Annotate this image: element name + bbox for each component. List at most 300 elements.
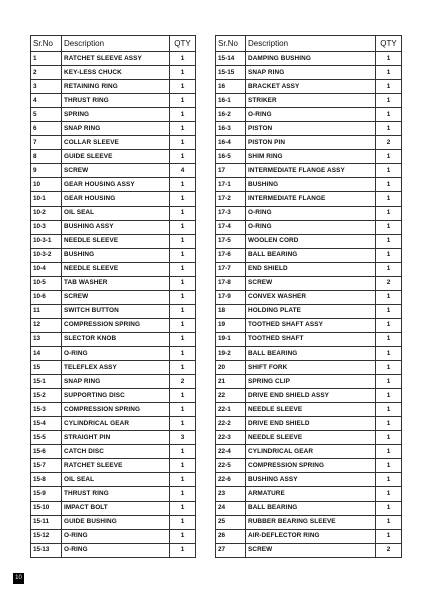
- part-description: COMPRESSION SPRING: [62, 318, 170, 332]
- table-row: [31, 94, 196, 108]
- part-quantity: 1: [376, 375, 402, 389]
- part-number: 22-4: [216, 445, 246, 459]
- part-description: PISTON PIN: [246, 136, 376, 150]
- table-row: [31, 417, 196, 431]
- header-description: Description: [246, 36, 376, 52]
- part-description: SNAP RING: [62, 122, 170, 136]
- part-quantity: 1: [170, 136, 196, 150]
- part-quantity: 1: [376, 178, 402, 192]
- part-description: COMPRESSION SPRING: [62, 403, 170, 417]
- part-description: SLECTOR KNOB: [62, 332, 170, 346]
- part-number: 17-1: [216, 178, 246, 192]
- part-quantity: 1: [376, 529, 402, 543]
- part-quantity: 1: [170, 178, 196, 192]
- table-row: [216, 318, 402, 332]
- parts-list-right: [216, 52, 402, 558]
- part-number: 15-9: [31, 487, 62, 501]
- part-quantity: 1: [376, 445, 402, 459]
- table-row: [216, 108, 402, 122]
- table-row: [216, 290, 402, 304]
- table-row: [216, 66, 402, 80]
- table-row: [216, 515, 402, 529]
- part-number: 11: [31, 304, 62, 318]
- part-number: 15-1: [31, 375, 62, 389]
- part-description: O-RING: [62, 346, 170, 360]
- part-number: 25: [216, 515, 246, 529]
- part-quantity: 1: [376, 150, 402, 164]
- part-quantity: 1: [170, 361, 196, 375]
- table-row: [31, 80, 196, 94]
- part-number: 6: [31, 122, 62, 136]
- part-description: SCREW: [246, 543, 376, 557]
- part-quantity: 1: [170, 515, 196, 529]
- part-number: 13: [31, 332, 62, 346]
- table-row: [31, 375, 196, 389]
- part-number: 15-11: [31, 515, 62, 529]
- header-description: Description: [62, 36, 170, 52]
- part-quantity: 1: [170, 276, 196, 290]
- table-row: [31, 262, 196, 276]
- part-number: 17-9: [216, 290, 246, 304]
- table-row: [216, 80, 402, 94]
- part-description: SPRING: [62, 108, 170, 122]
- part-number: 22-1: [216, 403, 246, 417]
- part-quantity: 1: [170, 220, 196, 234]
- part-number: 10-4: [31, 262, 62, 276]
- part-number: 15-15: [216, 66, 246, 80]
- part-number: 10-3-1: [31, 234, 62, 248]
- part-description: INTERMEDIATE FLANGE: [246, 192, 376, 206]
- page-number: 10: [13, 573, 24, 584]
- part-description: HOLDING PLATE: [246, 304, 376, 318]
- table-row: [216, 164, 402, 178]
- table-row: [216, 389, 402, 403]
- part-description: COLLAR SLEEVE: [62, 136, 170, 150]
- part-description: O-RING: [62, 529, 170, 543]
- part-number: 16-2: [216, 108, 246, 122]
- part-description: SPRING CLIP: [246, 375, 376, 389]
- part-description: DRIVE END SHIELD: [246, 417, 376, 431]
- part-number: 14: [31, 346, 62, 360]
- part-quantity: 1: [376, 80, 402, 94]
- part-description: WOOLEN CORD: [246, 234, 376, 248]
- part-number: 10-1: [31, 192, 62, 206]
- table-row: [31, 318, 196, 332]
- table-row: [216, 276, 402, 290]
- part-quantity: 1: [376, 417, 402, 431]
- table-row: [216, 52, 402, 66]
- part-description: DRIVE END SHIELD ASSY: [246, 389, 376, 403]
- part-number: 17-3: [216, 206, 246, 220]
- part-description: CONVEX WASHER: [246, 290, 376, 304]
- part-number: 24: [216, 501, 246, 515]
- part-number: 10: [31, 178, 62, 192]
- part-description: GEAR HOUSING ASSY: [62, 178, 170, 192]
- table-row: [216, 220, 402, 234]
- part-quantity: 1: [376, 332, 402, 346]
- part-description: COMPRESSION SPRING: [246, 459, 376, 473]
- part-description: SWITCH BUTTON: [62, 304, 170, 318]
- part-description: BRACKET ASSY: [246, 80, 376, 94]
- part-quantity: 1: [170, 66, 196, 80]
- table-row: [216, 178, 402, 192]
- part-description: TOOTHED SHAFT: [246, 332, 376, 346]
- part-number: 17-8: [216, 276, 246, 290]
- table-row: [216, 431, 402, 445]
- part-quantity: 1: [376, 487, 402, 501]
- table-row: [31, 66, 196, 80]
- table-row: [216, 234, 402, 248]
- part-description: RATCHET SLEEVE: [62, 459, 170, 473]
- part-description: THRUST RING: [62, 487, 170, 501]
- part-quantity: 1: [170, 262, 196, 276]
- part-description: O-RING: [246, 108, 376, 122]
- header-srno: Sr.No: [216, 36, 246, 52]
- part-quantity: 1: [376, 459, 402, 473]
- part-quantity: 1: [170, 80, 196, 94]
- part-quantity: 1: [376, 220, 402, 234]
- part-description: BUSHING: [246, 178, 376, 192]
- part-description: NEEDLE SLEEVE: [246, 431, 376, 445]
- part-description: GEAR HOUSING: [62, 192, 170, 206]
- part-number: 22-6: [216, 473, 246, 487]
- part-description: OIL SEAL: [62, 473, 170, 487]
- part-number: 1: [31, 52, 62, 66]
- part-number: 17-6: [216, 248, 246, 262]
- part-number: 17: [216, 164, 246, 178]
- part-number: 19-1: [216, 332, 246, 346]
- part-description: TELEFLEX ASSY: [62, 361, 170, 375]
- part-number: 21: [216, 375, 246, 389]
- part-quantity: 1: [170, 206, 196, 220]
- part-quantity: 1: [170, 417, 196, 431]
- table-row: [216, 403, 402, 417]
- part-number: 12: [31, 318, 62, 332]
- table-row: [31, 150, 196, 164]
- parts-table-left: [30, 35, 196, 558]
- part-description: OIL SEAL: [62, 206, 170, 220]
- part-number: 4: [31, 94, 62, 108]
- part-quantity: 1: [170, 389, 196, 403]
- part-description: O-RING: [246, 206, 376, 220]
- part-number: 15-14: [216, 52, 246, 66]
- part-quantity: 2: [376, 543, 402, 557]
- part-quantity: 1: [376, 389, 402, 403]
- table-row: [31, 543, 196, 557]
- part-description: SCREW: [246, 276, 376, 290]
- part-description: GUIDE SLEEVE: [62, 150, 170, 164]
- part-description: TOOTHED SHAFT ASSY: [246, 318, 376, 332]
- part-description: BALL BEARING: [246, 346, 376, 360]
- part-description: GUIDE BUSHING: [62, 515, 170, 529]
- table-row: [216, 445, 402, 459]
- part-quantity: 1: [376, 248, 402, 262]
- part-number: 15-10: [31, 501, 62, 515]
- part-description: SCREW: [62, 290, 170, 304]
- table-row: [31, 459, 196, 473]
- part-description: SHIM RING: [246, 150, 376, 164]
- part-description: RETAINING RING: [62, 80, 170, 94]
- part-description: STRAIGHT PIN: [62, 431, 170, 445]
- part-quantity: 1: [376, 164, 402, 178]
- part-number: 26: [216, 529, 246, 543]
- part-description: RUBBER BEARING SLEEVE: [246, 515, 376, 529]
- table-row: [31, 403, 196, 417]
- part-quantity: 1: [170, 304, 196, 318]
- table-header-row: [216, 36, 402, 52]
- table-row: [216, 150, 402, 164]
- part-description: ARMATURE: [246, 487, 376, 501]
- table-row: [216, 501, 402, 515]
- part-quantity: 1: [170, 234, 196, 248]
- part-number: 17-4: [216, 220, 246, 234]
- part-description: CYLINDRICAL GEAR: [62, 417, 170, 431]
- table-row: [216, 529, 402, 543]
- part-number: 17-7: [216, 262, 246, 276]
- table-row: [31, 501, 196, 515]
- part-number: 16: [216, 80, 246, 94]
- part-description: BALL BEARING: [246, 248, 376, 262]
- table-row: [31, 234, 196, 248]
- part-quantity: 1: [170, 52, 196, 66]
- part-quantity: 1: [170, 459, 196, 473]
- part-quantity: 1: [376, 262, 402, 276]
- table-row: [216, 417, 402, 431]
- table-row: [216, 346, 402, 360]
- part-number: 8: [31, 150, 62, 164]
- table-row: [216, 459, 402, 473]
- table-row: [216, 304, 402, 318]
- part-number: 15-7: [31, 459, 62, 473]
- part-quantity: 1: [376, 66, 402, 80]
- part-number: 10-6: [31, 290, 62, 304]
- part-description: STRIKER: [246, 94, 376, 108]
- header-qty: QTY: [376, 36, 402, 52]
- part-quantity: 1: [376, 346, 402, 360]
- part-quantity: 1: [170, 543, 196, 557]
- table-row: [216, 248, 402, 262]
- parts-table-right: [215, 35, 402, 558]
- part-number: 5: [31, 108, 62, 122]
- table-header-row: [31, 36, 196, 52]
- part-description: O-RING: [62, 543, 170, 557]
- part-description: BUSHING: [62, 248, 170, 262]
- part-description: SUPPORTING DISC: [62, 389, 170, 403]
- table-row: [31, 473, 196, 487]
- part-number: 15-3: [31, 403, 62, 417]
- part-quantity: 1: [376, 318, 402, 332]
- part-number: 23: [216, 487, 246, 501]
- part-quantity: 1: [376, 108, 402, 122]
- table-row: [31, 431, 196, 445]
- table-row: [31, 192, 196, 206]
- table-row: [31, 220, 196, 234]
- part-quantity: 1: [170, 529, 196, 543]
- part-description: BUSHING ASSY: [62, 220, 170, 234]
- part-number: 10-3-2: [31, 248, 62, 262]
- part-quantity: 1: [376, 361, 402, 375]
- part-description: BALL BEARING: [246, 501, 376, 515]
- part-description: RATCHET SLEEVE ASSY: [62, 52, 170, 66]
- part-quantity: 3: [170, 431, 196, 445]
- part-quantity: 1: [376, 515, 402, 529]
- table-row: [31, 206, 196, 220]
- table-row: [216, 122, 402, 136]
- part-number: 15-13: [31, 543, 62, 557]
- table-row: [31, 178, 196, 192]
- header-qty: QTY: [170, 36, 196, 52]
- part-quantity: 1: [170, 192, 196, 206]
- table-row: [216, 136, 402, 150]
- table-row: [216, 206, 402, 220]
- part-description: SCREW: [62, 164, 170, 178]
- table-row: [216, 375, 402, 389]
- part-quantity: 2: [170, 375, 196, 389]
- part-quantity: 1: [376, 473, 402, 487]
- part-quantity: 1: [376, 290, 402, 304]
- header-srno: Sr.No: [31, 36, 62, 52]
- part-description: IMPACT BOLT: [62, 501, 170, 515]
- part-number: 2: [31, 66, 62, 80]
- part-quantity: 1: [376, 304, 402, 318]
- part-number: 22: [216, 389, 246, 403]
- part-quantity: 1: [376, 234, 402, 248]
- table-row: [31, 276, 196, 290]
- part-quantity: 1: [376, 122, 402, 136]
- part-description: BUSHING ASSY: [246, 473, 376, 487]
- part-description: PISTON: [246, 122, 376, 136]
- table-row: [31, 136, 196, 150]
- part-quantity: 1: [170, 501, 196, 515]
- part-quantity: 1: [376, 94, 402, 108]
- part-description: CATCH DISC: [62, 445, 170, 459]
- table-row: [31, 304, 196, 318]
- part-number: 20: [216, 361, 246, 375]
- part-description: TAB WASHER: [62, 276, 170, 290]
- table-row: [216, 262, 402, 276]
- table-row: [31, 487, 196, 501]
- part-description: SHIFT FORK: [246, 361, 376, 375]
- part-quantity: 1: [170, 94, 196, 108]
- part-number: 15-12: [31, 529, 62, 543]
- part-number: 17-5: [216, 234, 246, 248]
- part-number: 16-5: [216, 150, 246, 164]
- part-number: 15: [31, 361, 62, 375]
- part-quantity: 1: [170, 445, 196, 459]
- part-quantity: 1: [170, 122, 196, 136]
- part-description: NEEDLE SLEEVE: [62, 262, 170, 276]
- part-quantity: 1: [170, 403, 196, 417]
- part-quantity: 1: [170, 487, 196, 501]
- part-number: 10-2: [31, 206, 62, 220]
- table-row: [216, 332, 402, 346]
- part-number: 15-5: [31, 431, 62, 445]
- part-number: 15-2: [31, 389, 62, 403]
- part-number: 9: [31, 164, 62, 178]
- part-number: 27: [216, 543, 246, 557]
- table-row: [31, 290, 196, 304]
- part-quantity: 1: [376, 403, 402, 417]
- part-description: AIR-DEFLECTOR RING: [246, 529, 376, 543]
- table-row: [31, 122, 196, 136]
- table-row: [31, 332, 196, 346]
- table-row: [31, 529, 196, 543]
- table-row: [31, 164, 196, 178]
- table-row: [31, 361, 196, 375]
- part-quantity: 1: [376, 431, 402, 445]
- table-row: [31, 389, 196, 403]
- part-description: THRUST RING: [62, 94, 170, 108]
- part-number: 22-3: [216, 431, 246, 445]
- part-description: END SHIELD: [246, 262, 376, 276]
- part-description: KEY-LESS CHUCK: [62, 66, 170, 80]
- part-number: 16-1: [216, 94, 246, 108]
- part-quantity: 2: [376, 136, 402, 150]
- table-row: [31, 346, 196, 360]
- table-row: [216, 192, 402, 206]
- table-row: [216, 473, 402, 487]
- part-number: 3: [31, 80, 62, 94]
- part-quantity: 2: [376, 276, 402, 290]
- part-quantity: 1: [170, 332, 196, 346]
- part-number: 22-2: [216, 417, 246, 431]
- part-quantity: 1: [376, 206, 402, 220]
- part-number: 10-5: [31, 276, 62, 290]
- part-description: O-RING: [246, 220, 376, 234]
- table-row: [31, 445, 196, 459]
- table-row: [216, 487, 402, 501]
- table-row: [216, 361, 402, 375]
- part-description: SNAP RING: [246, 66, 376, 80]
- part-number: 17-2: [216, 192, 246, 206]
- part-number: 15-6: [31, 445, 62, 459]
- part-number: 19: [216, 318, 246, 332]
- part-quantity: 1: [170, 248, 196, 262]
- parts-list-left: [31, 52, 196, 558]
- table-row: [31, 515, 196, 529]
- part-number: 16-4: [216, 136, 246, 150]
- table-row: [216, 543, 402, 557]
- part-quantity: 1: [170, 318, 196, 332]
- part-quantity: 1: [170, 150, 196, 164]
- part-quantity: 1: [376, 192, 402, 206]
- part-number: 15-4: [31, 417, 62, 431]
- part-number: 19-2: [216, 346, 246, 360]
- part-number: 10-3: [31, 220, 62, 234]
- part-number: 15-8: [31, 473, 62, 487]
- part-description: NEEDLE SLEEVE: [62, 234, 170, 248]
- part-description: DAMPING BUSHING: [246, 52, 376, 66]
- part-quantity: 1: [376, 52, 402, 66]
- part-number: 7: [31, 136, 62, 150]
- part-number: 22-5: [216, 459, 246, 473]
- table-row: [31, 52, 196, 66]
- part-number: 18: [216, 304, 246, 318]
- part-quantity: 1: [170, 346, 196, 360]
- part-description: NEEDLE SLEEVE: [246, 403, 376, 417]
- table-row: [216, 94, 402, 108]
- part-description: CYLINDRICAL GEAR: [246, 445, 376, 459]
- part-quantity: 1: [170, 290, 196, 304]
- part-quantity: 1: [376, 501, 402, 515]
- part-quantity: 1: [170, 108, 196, 122]
- part-quantity: 4: [170, 164, 196, 178]
- part-description: INTERMEDIATE FLANGE ASSY: [246, 164, 376, 178]
- part-number: 16-3: [216, 122, 246, 136]
- part-quantity: 1: [170, 473, 196, 487]
- part-description: SNAP RING: [62, 375, 170, 389]
- table-row: [31, 108, 196, 122]
